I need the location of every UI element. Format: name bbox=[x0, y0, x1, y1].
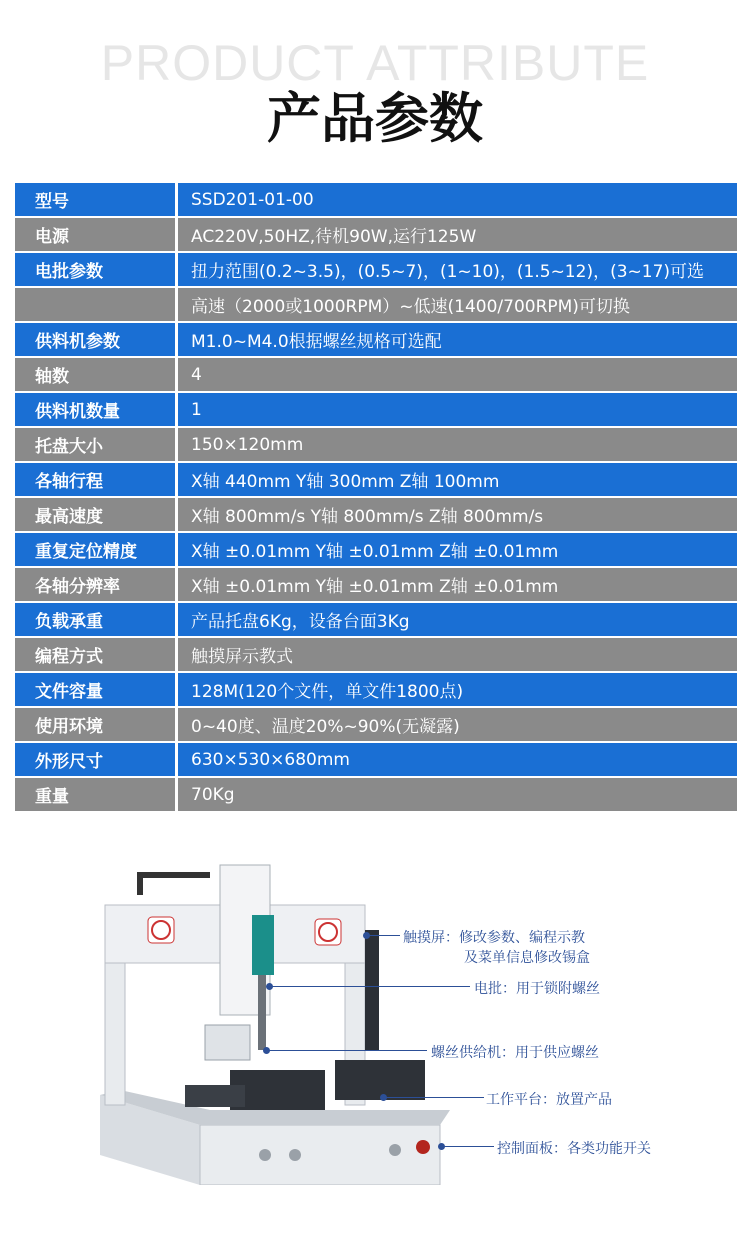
spec-row-dimensions bbox=[15, 743, 737, 776]
spec-row-tray-size bbox=[15, 428, 737, 461]
spec-value: AC220V,50HZ,待机90W,运行125W bbox=[178, 218, 737, 251]
spec-key: 电源 bbox=[15, 218, 175, 251]
spec-value: 0~40度、温度20%~90%(无凝露) bbox=[178, 708, 737, 741]
spec-value: 128M(120个文件，单文件1800点) bbox=[178, 673, 737, 706]
callout-line bbox=[366, 935, 400, 936]
spec-key: 轴数 bbox=[15, 358, 175, 391]
spec-key: 使用环境 bbox=[15, 708, 175, 741]
spec-key: 外形尺寸 bbox=[15, 743, 175, 776]
spec-value: SSD201-01-00 bbox=[178, 183, 737, 216]
spec-value: X轴 440mm Y轴 300mm Z轴 100mm bbox=[178, 463, 737, 496]
callout-line bbox=[384, 1097, 484, 1098]
callout-line bbox=[270, 986, 470, 987]
spec-value: 630×530×680mm bbox=[178, 743, 737, 776]
spec-value: M1.0~M4.0根据螺丝规格可选配 bbox=[178, 323, 737, 356]
spec-row-axes bbox=[15, 358, 737, 391]
spec-key: 编程方式 bbox=[15, 638, 175, 671]
callout-control-panel: 控制面板：各类功能开关 bbox=[497, 1141, 651, 1157]
spec-key: 型号 bbox=[15, 183, 175, 216]
spec-key: 托盘大小 bbox=[15, 428, 175, 461]
spec-key: 各轴分辨率 bbox=[15, 568, 175, 601]
spec-row-model bbox=[15, 183, 737, 216]
callout-screwdriver: 电批：用于锁附螺丝 bbox=[474, 981, 600, 997]
spec-key: 重量 bbox=[15, 778, 175, 811]
spec-row-environment bbox=[15, 708, 737, 741]
spec-key: 供料机参数 bbox=[15, 323, 175, 356]
spec-value: 产品托盘6Kg，设备台面3Kg bbox=[178, 603, 737, 636]
spec-key: 重复定位精度 bbox=[15, 533, 175, 566]
spec-value: 150×120mm bbox=[178, 428, 737, 461]
spec-row-power bbox=[15, 218, 737, 251]
page-title: 产品参数 bbox=[267, 87, 483, 150]
callout-touchscreen-cont: 及菜单信息修改锡盒 bbox=[464, 950, 590, 966]
callout-feeder: 螺丝供给机：用于供应螺丝 bbox=[431, 1045, 599, 1061]
machine-illustration bbox=[80, 855, 500, 1185]
spec-row-load bbox=[15, 603, 737, 636]
spec-key: 电批参数 bbox=[15, 253, 175, 286]
spec-value: 高速（2000或1000RPM）~低速(1400/700RPM)可切换 bbox=[178, 288, 737, 321]
spec-value: 70Kg bbox=[178, 778, 737, 811]
spec-row-speed bbox=[15, 288, 737, 321]
spec-row-max-speed bbox=[15, 498, 737, 531]
spec-value: X轴 ±0.01mm Y轴 ±0.01mm Z轴 ±0.01mm bbox=[178, 568, 737, 601]
spec-value: 触摸屏示教式 bbox=[178, 638, 737, 671]
spec-row-screwdriver bbox=[15, 253, 737, 286]
spec-row-feeder-params bbox=[15, 323, 737, 356]
spec-key: 供料机数量 bbox=[15, 393, 175, 426]
spec-key: 各轴行程 bbox=[15, 463, 175, 496]
spec-value: X轴 800mm/s Y轴 800mm/s Z轴 800mm/s bbox=[178, 498, 737, 531]
callout-line bbox=[267, 1050, 427, 1051]
callout-platform: 工作平台：放置产品 bbox=[486, 1092, 612, 1108]
spec-row-programming bbox=[15, 638, 737, 671]
spec-value: X轴 ±0.01mm Y轴 ±0.01mm Z轴 ±0.01mm bbox=[178, 533, 737, 566]
spec-key bbox=[15, 288, 175, 321]
spec-row-weight bbox=[15, 778, 737, 811]
spec-key: 最高速度 bbox=[15, 498, 175, 531]
spec-row-travel bbox=[15, 463, 737, 496]
background-title: PRODUCT ATTRIBUTE bbox=[100, 35, 650, 91]
spec-value: 1 bbox=[178, 393, 737, 426]
spec-value: 扭力范围(0.2~3.5)，(0.5~7)，(1~10)，(1.5~12)，(3~17)可选 bbox=[178, 253, 737, 286]
spec-row-feeder-count bbox=[15, 393, 737, 426]
spec-value: 4 bbox=[178, 358, 737, 391]
spec-table bbox=[15, 183, 737, 813]
callout-line bbox=[442, 1146, 494, 1147]
callout-touchscreen: 触摸屏：修改参数、编程示教 bbox=[403, 930, 585, 946]
spec-key: 负载承重 bbox=[15, 603, 175, 636]
spec-row-file-capacity bbox=[15, 673, 737, 706]
spec-row-resolution bbox=[15, 568, 737, 601]
spec-key: 文件容量 bbox=[15, 673, 175, 706]
spec-row-repeatability bbox=[15, 533, 737, 566]
